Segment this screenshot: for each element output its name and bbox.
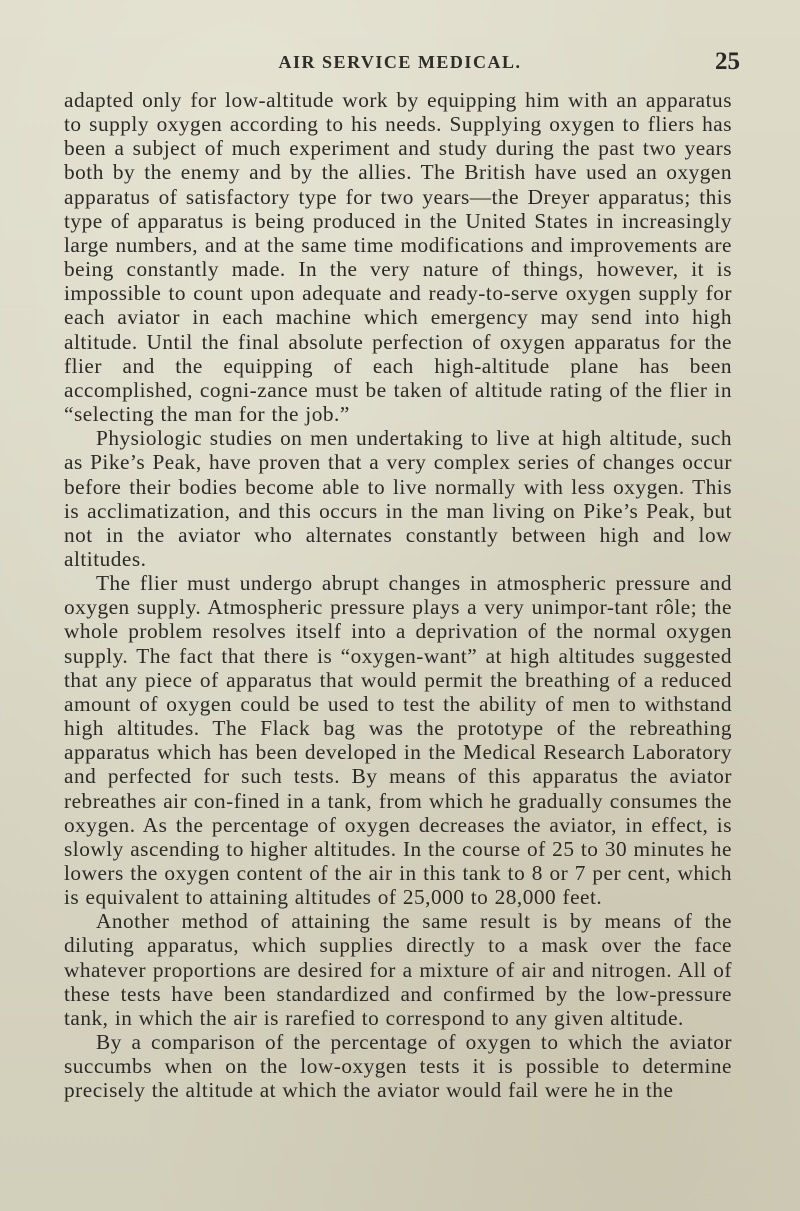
paragraph: By a comparison of the percentage of oxygen to which the aviator succumbs when on the low-oxygen tests it is possible to determine precisely the altitude at which the aviator would fail were he in the (64, 1030, 732, 1103)
paragraph: Another method of attaining the same result is by means of the diluting apparatus, which supplies directly to a mask over the face whatever proportions are desired for a mixture of air and nitrogen. All of these tests have been standardized and confirmed by the low-pressure tank, in which the air is rarefied to correspond to any given altitude. (64, 909, 732, 1030)
paragraph: The flier must undergo abrupt changes in atmospheric pressure and oxygen supply. Atmospheric pressure plays a very unimpor-tant rôle; the whole problem resolves itself into a deprivation of the normal oxygen supply. The fact that there is “oxygen-want” at high altitudes suggested that any piece of apparatus that would permit the breathing of a reduced amount of oxygen could be used to test the ability of men to withstand high altitudes. The Flack bag was the prototype of the rebreathing apparatus which has been developed in the Medical Research Laboratory and perfected for such tests. By means of this apparatus the aviator rebreathes air con-fined in a tank, from which he gradually consumes the oxygen. As the percentage of oxygen decreases the aviator, in effect, is slowly ascending to higher altitudes. In the course of 25 to 30 minutes he lowers the oxygen content of the air in this tank to 8 or 7 per cent, which is equivalent to attaining altitudes of 25,000 to 28,000 feet. (64, 571, 732, 910)
paragraph: Physiologic studies on men undertaking to live at high altitude, such as Pike’s Peak, have proven that a very complex series of changes occur before their bodies become able to live normally with less oxygen. This is acclimatization, and this occurs in the man living on Pike’s Peak, but not in the aviator who alternates constantly between high and low altitudes. (64, 426, 732, 571)
body-text (64, 88, 732, 1103)
running-head (60, 48, 740, 80)
running-title: AIR SERVICE MEDICAL. (278, 52, 522, 72)
page-number: 25 (715, 48, 740, 75)
paragraph: adapted only for low-altitude work by equipping him with an apparatus to supply oxygen according to his needs. Supplying oxygen to fliers has been a subject of much experiment and study during the past two years both by the enemy and by the allies. The British have used an oxygen apparatus of satisfactory type for two years—the Dreyer apparatus; this type of apparatus is being produced in the United States in increasingly large numbers, and at the same time modifications and improvements are being constantly made. In the very nature of things, however, it is impossible to count upon adequate and ready-to-serve oxygen supply for each aviator in each machine which emergency may send into high altitude. Until the final absolute perfection of oxygen apparatus for the flier and the equipping of each high-altitude plane has been accomplished, cogni-zance must be taken of altitude rating of the flier in “selecting the man for the job.” (64, 88, 732, 427)
